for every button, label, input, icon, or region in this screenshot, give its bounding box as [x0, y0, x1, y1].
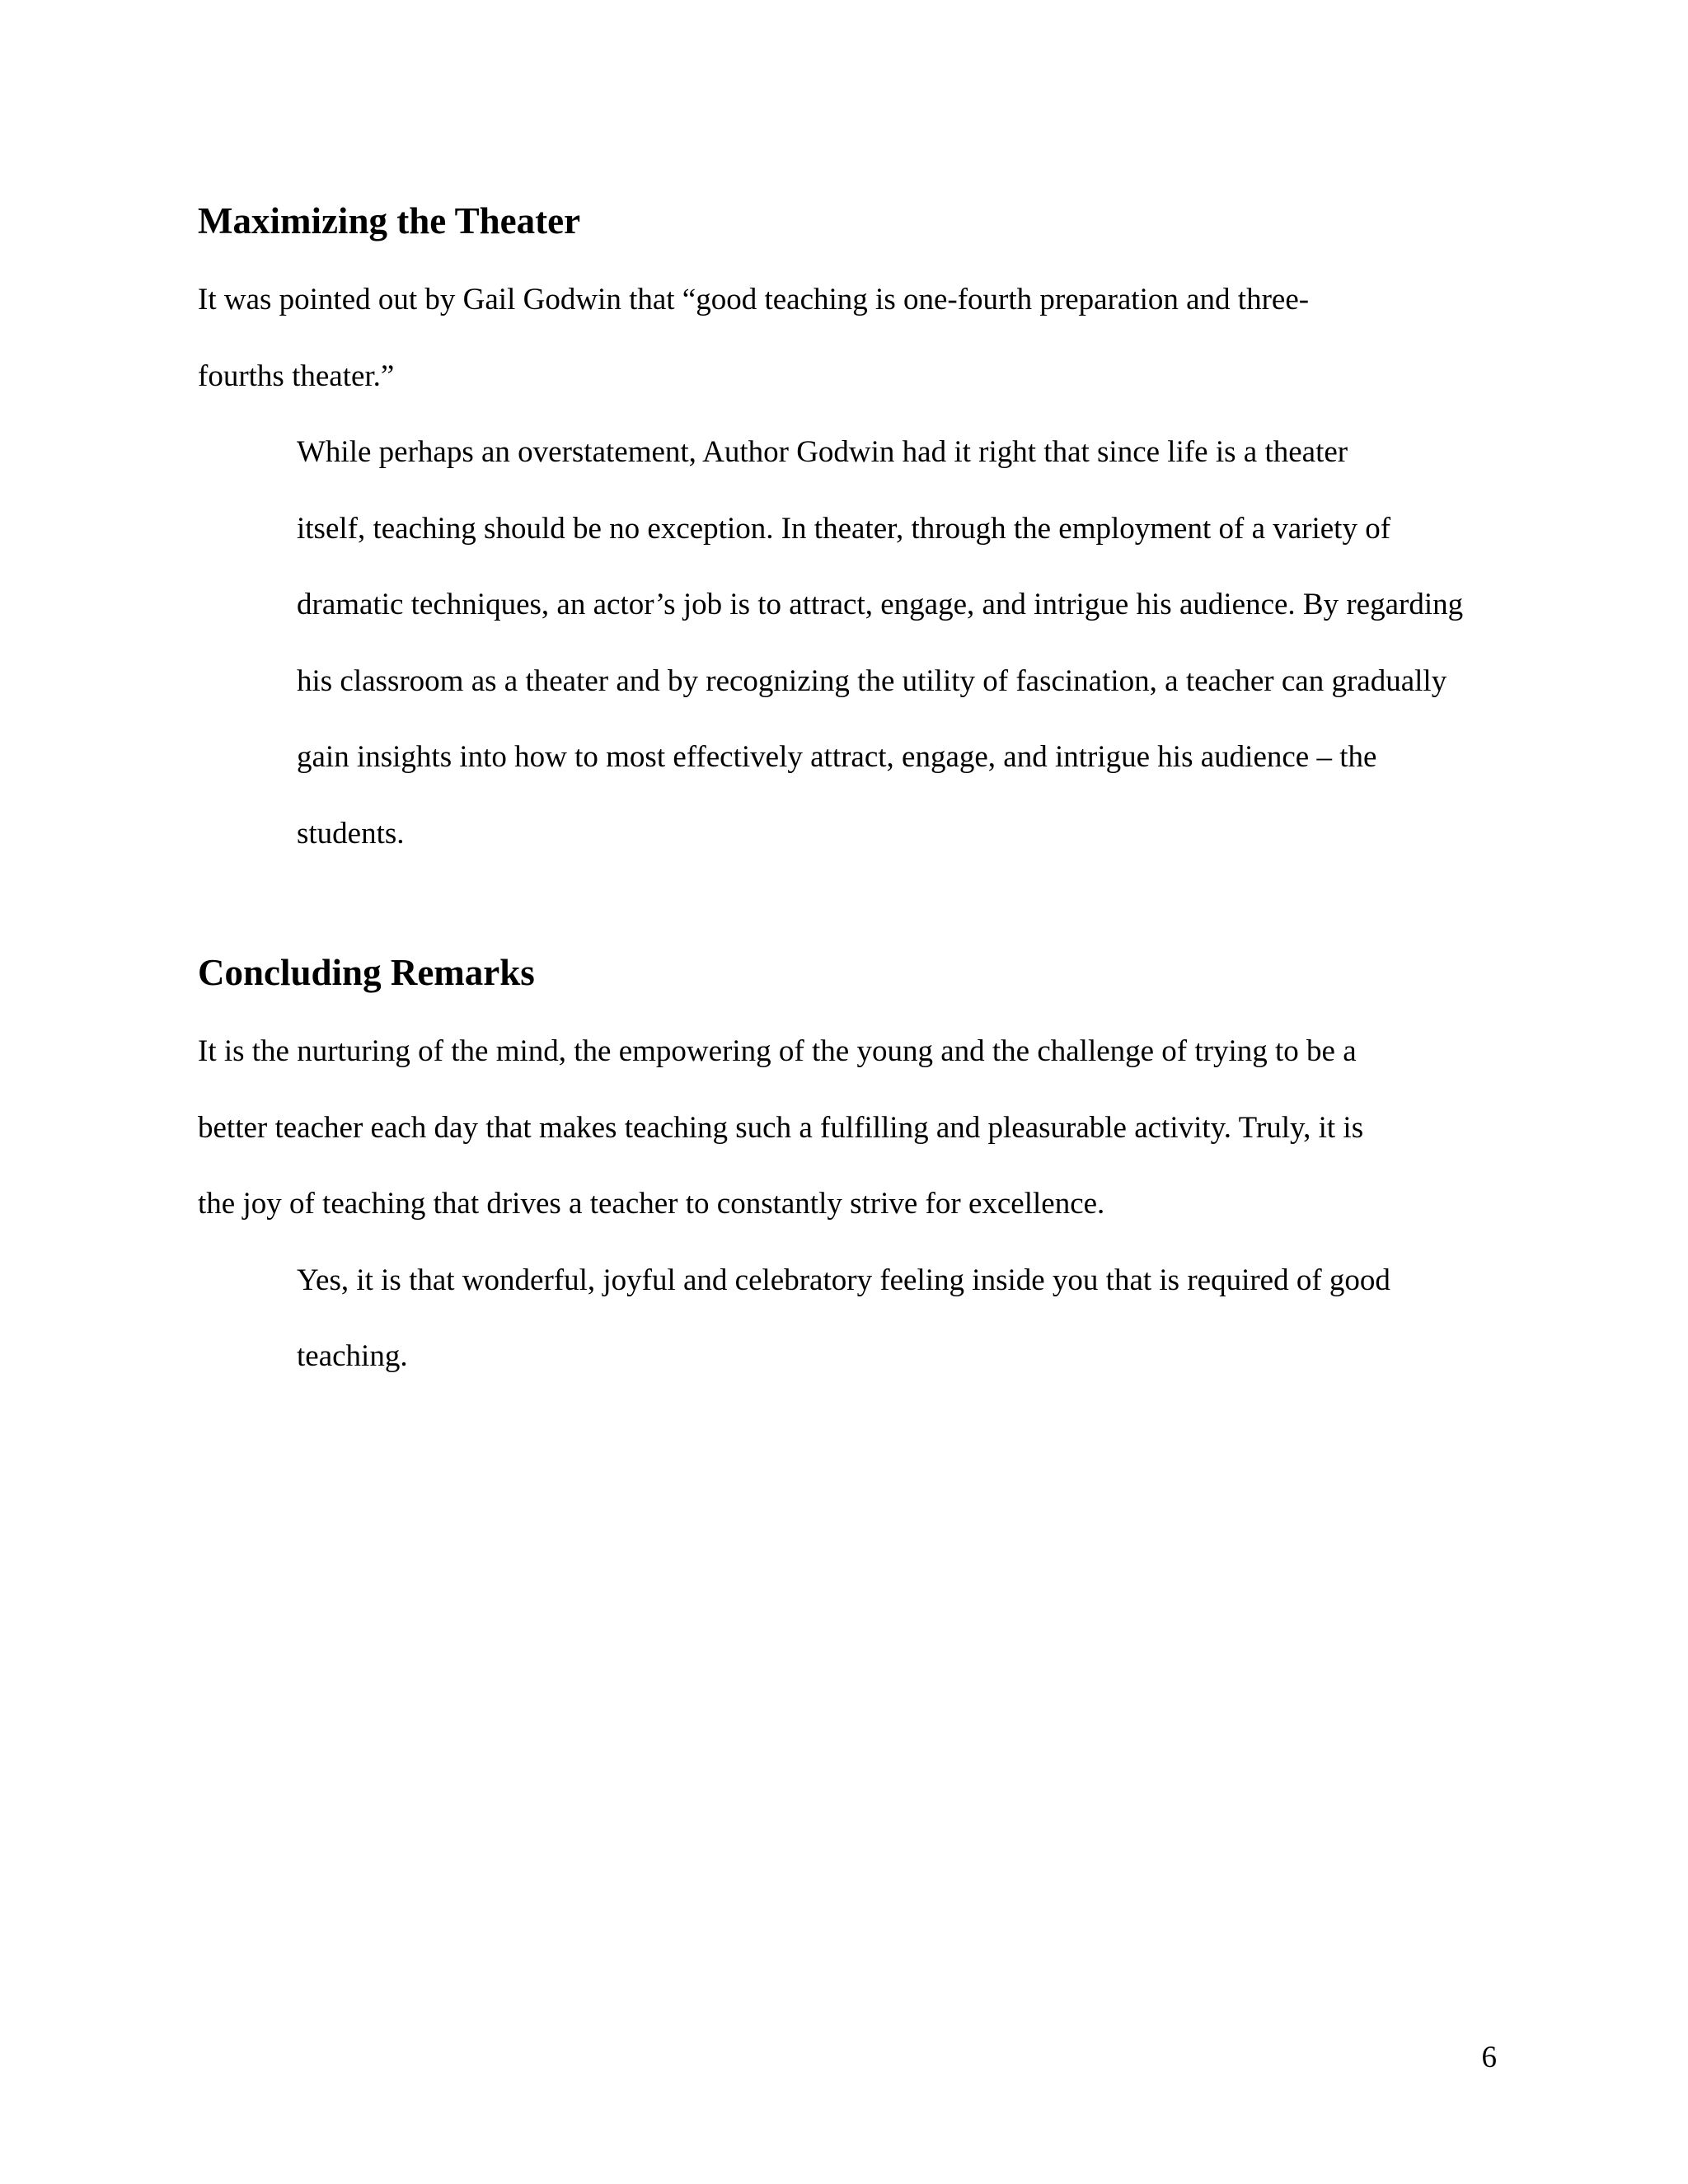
section-heading-maximizing-the-theater: Maximizing the Theater — [198, 200, 581, 241]
text-line: the joy of teaching that drives a teacher to constantly strive for excellence. — [198, 1187, 1105, 1221]
text-line: teaching. — [297, 1339, 408, 1373]
text-line: It is the nurturing of the mind, the empowering of the young and the challenge of trying to be a — [198, 1034, 1357, 1068]
section-heading-concluding-remarks: Concluding Remarks — [198, 952, 535, 993]
paragraph-theater — [198, 415, 1492, 872]
text-line: Yes, it is that wonderful, joyful and celebratory feeling inside you that is required of good — [297, 1263, 1390, 1297]
page-content — [198, 194, 1492, 1395]
text-line: better teacher each day that makes teaching such a fulfilling and pleasurable activity. Truly, it is — [198, 1110, 1364, 1145]
text-line: itself, teaching should be no exception. In theater, through the employment of a variety of — [297, 511, 1391, 546]
text-line: gain insights into how to most effectively attract, engage, and intrigue his audience – the — [297, 740, 1377, 774]
paragraph-godwin-quote — [198, 262, 1492, 415]
paragraph-joyful-feeling — [198, 1243, 1492, 1395]
text-line: students. — [297, 816, 405, 851]
text-line: fourths theater.” — [198, 359, 395, 393]
text-line: dramatic techniques, an actor’s job is to attract, engage, and intrigue his audience. By regarding — [297, 588, 1464, 621]
text-line: his classroom as a theater and by recognizing the utility of fascination, a teacher can gradually — [297, 663, 1447, 698]
paragraph-nurturing — [198, 1014, 1492, 1243]
text-line: It was pointed out by Gail Godwin that “good teaching is one-fourth preparation and three- — [198, 283, 1310, 316]
page-number: 6 — [1481, 2041, 1497, 2074]
text-line: While perhaps an overstatement, Author Godwin had it right that since life is a theater — [297, 435, 1348, 469]
